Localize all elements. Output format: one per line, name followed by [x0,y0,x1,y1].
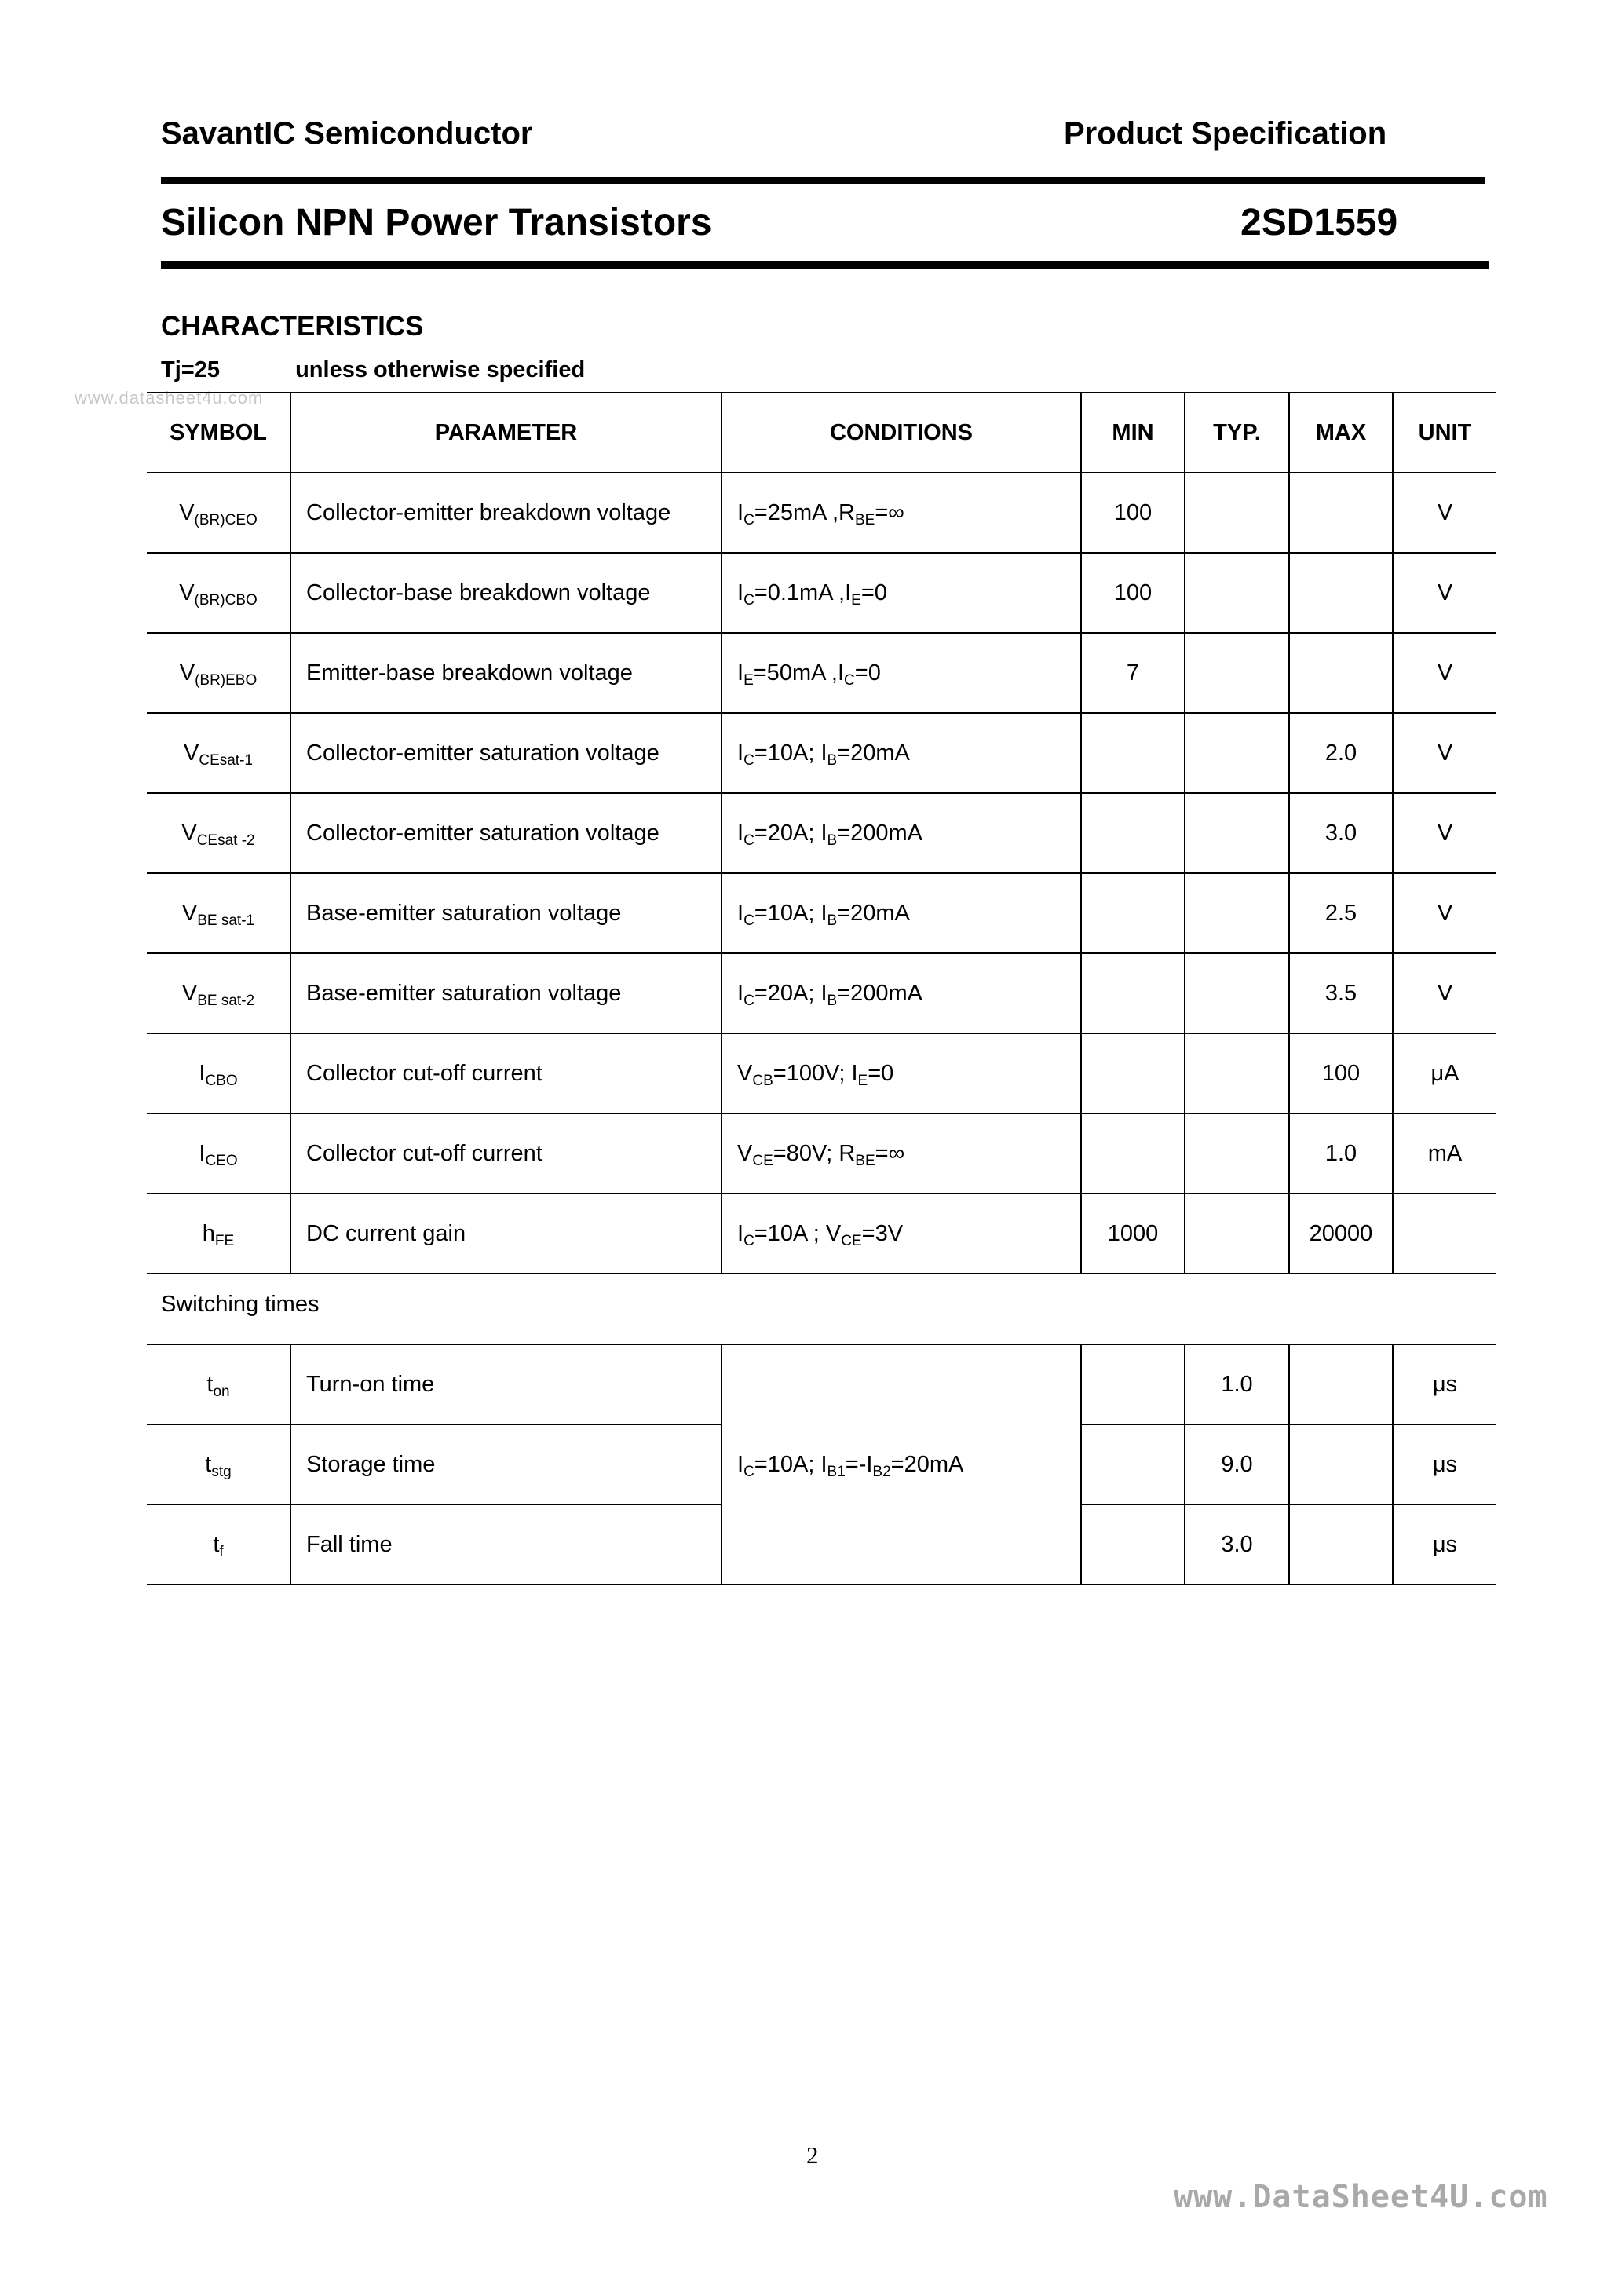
condition-value: =3V [861,1220,904,1246]
conditions-cell [721,1033,1081,1113]
parameter-cell: DC current gain [290,1194,721,1274]
unit-cell: V [1393,793,1496,873]
condition-value: =10A; [754,1451,821,1477]
min-cell [1081,1424,1185,1504]
symbol-base: V [179,660,195,686]
typ-cell [1185,953,1289,1033]
conditions-cell [721,953,1081,1033]
condition-var: I [737,579,744,605]
condition-subscript: B [827,992,838,1009]
condition-value: =10A; [754,900,821,926]
condition-subscript: C [743,992,754,1009]
parameter-cell: Emitter-base breakdown voltage [290,633,721,713]
symbol-subscript: BE sat-1 [197,912,255,929]
condition-var: I [737,820,744,846]
condition-value: =50mA , [753,660,838,686]
typ-cell: 1.0 [1185,1344,1289,1424]
typ-cell [1185,873,1289,953]
max-cell [1289,553,1393,633]
condition-subscript: CB [752,1072,773,1089]
unit-cell: μs [1393,1344,1496,1424]
condition-value: =0 [854,660,881,686]
condition-var: I [820,820,827,846]
min-cell [1081,1504,1185,1585]
max-cell [1289,633,1393,713]
condition-var: I [737,1220,744,1246]
symbol-subscript: FE [214,1232,235,1249]
table-row [147,1194,1496,1274]
min-cell [1081,953,1185,1033]
condition-value: =20mA [890,1451,964,1477]
condition-var: I [737,660,744,686]
condition-subscript: C [743,912,754,929]
unit-cell: μs [1393,1504,1496,1585]
symbol-cell [147,1194,290,1274]
conditions-cell [721,553,1081,633]
conditions-cell [721,1194,1081,1274]
symbol-cell [147,953,290,1033]
typ-cell [1185,713,1289,793]
typ-cell [1185,793,1289,873]
table-row [147,1113,1496,1194]
table-header-row [147,393,1496,473]
condition-value: =- [845,1451,867,1477]
symbol-cell [147,1504,290,1585]
conditions-cell [721,713,1081,793]
max-cell: 2.5 [1289,873,1393,953]
header-min: MIN [1081,393,1185,473]
condition-var: I [837,660,845,686]
symbol-cell [147,1113,290,1194]
condition-value: =0.1mA , [754,579,846,605]
condition-value: =20A; [754,980,821,1006]
condition-subscript: C [743,751,754,769]
condition-value: =100V; [773,1060,852,1086]
symbol-cell [147,1424,290,1504]
unit-cell: V [1393,553,1496,633]
symbol-subscript: CEO [205,1152,238,1169]
switching-row [147,1344,1496,1424]
conditions-cell [721,1113,1081,1194]
header-rule-top [161,177,1485,184]
symbol-subscript: on [213,1383,230,1400]
condition-subscript: CE [752,1152,773,1169]
parameter-cell: Collector-emitter saturation voltage [290,793,721,873]
max-cell: 20000 [1289,1194,1393,1274]
condition-var: I [845,579,852,605]
condition-subscript: CE [841,1232,862,1249]
header-conditions: CONDITIONS [721,393,1081,473]
min-cell [1081,1113,1185,1194]
part-number: 2SD1559 [1240,202,1398,243]
condition-var: I [866,1451,873,1477]
min-cell: 1000 [1081,1194,1185,1274]
max-cell [1289,1424,1393,1504]
condition-value: =20mA [837,740,910,766]
condition-subscript: E [851,591,861,609]
condition-value: =20mA [837,900,910,926]
symbol-base: t [213,1531,220,1557]
condition-subscript: C [844,671,855,689]
symbol-base: V [179,579,195,605]
section-title: CHARACTERISTICS [161,311,424,342]
parameter-cell: Fall time [290,1504,721,1585]
condition-subscript: C [743,591,754,609]
page-number: 2 [806,2141,819,2169]
unit-cell: V [1393,473,1496,553]
unit-cell: μA [1393,1033,1496,1113]
parameter-cell: Collector-base breakdown voltage [290,553,721,633]
symbol-cell [147,1033,290,1113]
parameter-cell: Base-emitter saturation voltage [290,873,721,953]
unit-cell: V [1393,873,1496,953]
table-row [147,633,1496,713]
product-line: Silicon NPN Power Transistors [161,202,712,243]
condition-var: V [825,1220,842,1246]
symbol-subscript: stg [211,1463,232,1480]
condition-value: =0 [868,1060,894,1086]
condition-var: V [737,1140,753,1166]
condition-var: I [737,740,744,766]
symbol-subscript: BE sat-2 [197,992,255,1009]
symbol-base: t [205,1451,212,1477]
condition-value: =80V; [773,1140,839,1166]
conditions-cell [721,793,1081,873]
conditions-cell [721,873,1081,953]
condition-value: =200mA [837,980,923,1006]
switching-conditions-cell [721,1344,1081,1585]
typ-cell [1185,553,1289,633]
condition-subscript: B1 [827,1463,846,1480]
symbol-subscript: (BR)CEO [194,511,258,528]
symbol-cell [147,873,290,953]
unit-cell: V [1393,953,1496,1033]
symbol-cell [147,633,290,713]
max-cell: 2.0 [1289,713,1393,793]
condition-var: I [851,1060,858,1086]
condition-value: =∞ [875,499,904,525]
test-condition [161,357,585,383]
condition-var: I [820,980,827,1006]
symbol-subscript: CBO [205,1072,238,1089]
switching-times-label: Switching times [161,1292,320,1317]
symbol-cell [147,793,290,873]
symbol-cell [147,713,290,793]
company-name: SavantIC Semiconductor [161,116,533,151]
min-cell [1081,793,1185,873]
typ-cell [1185,633,1289,713]
condition-temperature: Tj=25 [161,357,220,382]
condition-subscript: C [743,832,754,849]
condition-subscript: B [827,912,838,929]
header-parameter: PARAMETER [290,393,721,473]
parameter-cell: Storage time [290,1424,721,1504]
switching-table [147,1344,1496,1585]
conditions-cell [721,473,1081,553]
condition-value: =200mA [837,820,923,846]
symbol-subscript: (BR)EBO [195,671,258,689]
condition-value: =20A; [754,820,821,846]
condition-subscript: C [743,1232,754,1249]
symbol-base: I [199,1140,206,1166]
unit-cell: V [1393,713,1496,793]
max-cell: 3.5 [1289,953,1393,1033]
table-row [147,553,1496,633]
symbol-base: I [199,1060,206,1086]
unit-cell: V [1393,633,1496,713]
condition-note: unless otherwise specified [295,357,586,382]
condition-var: I [820,740,827,766]
symbol-base: t [206,1371,214,1397]
header-rule-bottom [161,261,1489,269]
typ-cell: 3.0 [1185,1504,1289,1585]
condition-subscript: C [743,511,754,528]
symbol-base: V [181,820,197,846]
condition-value: =10A ; [754,1220,826,1246]
max-cell: 1.0 [1289,1113,1393,1194]
min-cell: 100 [1081,553,1185,633]
parameter-cell: Collector-emitter saturation voltage [290,713,721,793]
condition-subscript: E [743,671,754,689]
typ-cell [1185,473,1289,553]
symbol-base: V [181,900,198,926]
condition-var: R [838,499,855,525]
symbol-base: V [179,499,195,525]
symbol-subscript: (BR)CBO [194,591,258,609]
symbol-cell [147,553,290,633]
condition-subscript: B2 [872,1463,891,1480]
symbol-base: V [184,740,199,766]
max-cell: 100 [1289,1033,1393,1113]
unit-cell: μs [1393,1424,1496,1504]
symbol-cell [147,1344,290,1424]
condition-subscript: B [827,751,838,769]
condition-var: I [820,1451,827,1477]
condition-subscript: E [857,1072,868,1089]
typ-cell [1185,1113,1289,1194]
condition-var: R [838,1140,856,1166]
condition-subscript: C [743,1463,754,1480]
header-max: MAX [1289,393,1393,473]
max-cell [1289,1504,1393,1585]
table-row [147,793,1496,873]
conditions-cell [721,633,1081,713]
table-row [147,473,1496,553]
min-cell [1081,1033,1185,1113]
typ-cell [1185,1194,1289,1274]
symbol-base: V [181,980,198,1006]
condition-value: =0 [860,579,887,605]
min-cell [1081,1344,1185,1424]
typ-cell [1185,1033,1289,1113]
max-cell [1289,473,1393,553]
footer-watermark: www.DataSheet4U.com [1174,2179,1548,2215]
min-cell [1081,873,1185,953]
condition-subscript: B [827,832,838,849]
unit-cell: mA [1393,1113,1496,1194]
parameter-cell: Collector-emitter breakdown voltage [290,473,721,553]
condition-var: V [737,1060,753,1086]
min-cell: 7 [1081,633,1185,713]
document-type: Product Specification [1064,116,1387,151]
table-row [147,1033,1496,1113]
symbol-subscript: CEsat-1 [199,751,253,769]
watermark-top: www.datasheet4u.com [75,388,264,408]
condition-var: I [737,900,744,926]
characteristics-table [147,392,1496,1274]
condition-value: =∞ [875,1140,905,1166]
condition-var: I [820,900,827,926]
table-row [147,953,1496,1033]
min-cell [1081,713,1185,793]
parameter-cell: Turn-on time [290,1344,721,1424]
header-typ: TYP. [1185,393,1289,473]
condition-value: =10A; [754,740,821,766]
parameter-cell: Collector cut-off current [290,1113,721,1194]
condition-subscript: BE [854,511,875,528]
symbol-subscript: f [219,1543,224,1560]
symbol-cell [147,473,290,553]
max-cell [1289,1344,1393,1424]
header-symbol: SYMBOL [169,419,268,445]
parameter-cell: Collector cut-off current [290,1033,721,1113]
condition-subscript: BE [855,1152,875,1169]
symbol-subscript: CEsat -2 [196,832,255,849]
condition-value: =25mA , [754,499,839,525]
symbol-base: h [202,1220,215,1246]
table-row [147,713,1496,793]
parameter-cell: Base-emitter saturation voltage [290,953,721,1033]
table-row [147,873,1496,953]
min-cell: 100 [1081,473,1185,553]
condition-var: I [737,1451,744,1477]
typ-cell: 9.0 [1185,1424,1289,1504]
unit-cell [1393,1194,1496,1274]
condition-var: I [737,499,744,525]
header-unit: UNIT [1393,393,1496,473]
max-cell: 3.0 [1289,793,1393,873]
condition-var: I [737,980,744,1006]
